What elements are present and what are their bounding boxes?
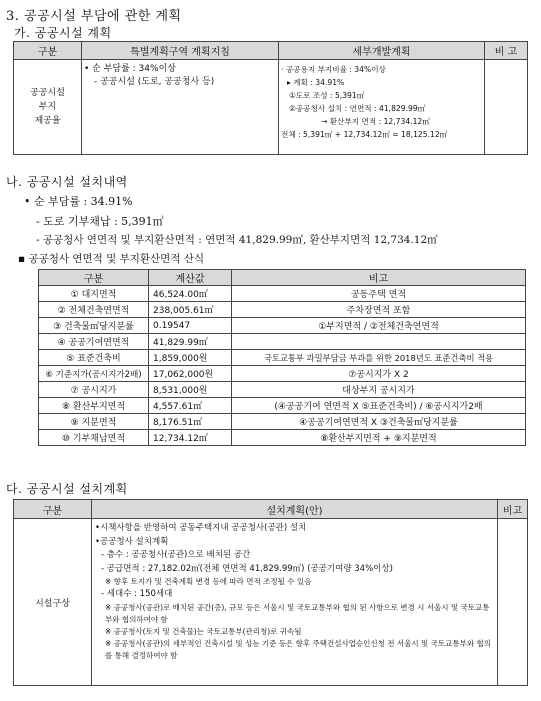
calc-note: ⑧환산부지면적 + ⑨지분면적 — [232, 430, 526, 446]
calc-note: 국토교통부 과밀부담금 부과를 위한 2018년도 표준건축비 적용 — [232, 350, 526, 366]
calc-value: 0.19547 — [149, 318, 232, 334]
table-row — [39, 318, 526, 334]
remark-cell — [485, 60, 528, 155]
section-ga-title: 가. 공공시설 계획 — [14, 26, 112, 40]
calc-label: ① 대지면적 — [39, 286, 149, 302]
table-row — [39, 414, 526, 430]
detail-line: ②공공청사 설치 : 연면적 : 41,829.99㎡ — [289, 104, 426, 113]
calc-label: ③ 건축물㎡당지분률 — [39, 318, 149, 334]
header-value: 계산값 — [149, 270, 232, 286]
road-donation: - 도로 기부채납 : 5,391㎡ — [36, 215, 164, 228]
plan-line: - 공급면적 : 27,182.02㎡(전체 연면적 41,829.99㎡) (공공기여량 34%이상) — [101, 563, 393, 574]
header-category: 구분 — [14, 500, 92, 519]
guideline-cell — [82, 60, 279, 155]
table-row — [39, 302, 526, 318]
plan-line: - 층수 : 공공청사(공관)으로 배치된 공간 — [101, 550, 251, 560]
row-label-line: 제공율 — [34, 116, 61, 126]
table-row — [39, 382, 526, 398]
plan-note: ※ 공공청사(토지 및 건축물)는 국토교통부(관리청)로 귀속됨 — [105, 626, 302, 636]
calc-title: ▪ 공공청사 연면적 및 부지환산면적 산식 — [18, 253, 205, 265]
calc-note — [232, 334, 526, 350]
calc-label: ⑩ 기부채납면적 — [39, 430, 149, 446]
header-plan: 설치계획(안) — [92, 500, 498, 519]
calc-value: 238,005.61㎡ — [149, 302, 232, 318]
header-remark: 비고 — [232, 270, 526, 286]
area-calculation-table — [38, 269, 526, 446]
header-remark: 비고 — [498, 500, 528, 519]
section-da-title: 다. 공공시설 설치계획 — [6, 482, 128, 496]
remark-cell — [498, 519, 528, 686]
row-label-line: 공공시설 — [30, 88, 65, 98]
table-row — [39, 286, 526, 302]
table-row — [39, 398, 526, 414]
calc-note: ④공공기여연면적 X ③건축물㎡당지분률 — [232, 414, 526, 430]
calc-note: ⑦공시지가 X 2 — [232, 366, 526, 382]
plan-note: ※ 공공청사(공관)로 배치된 공간(층), 규모 등은 서울시 및 국토교통부와 협의 된 사항으로 변경 시 서울시 및 국토교통부와 협의하여야 함 — [105, 602, 490, 624]
section-na-title: 나. 공공시설 설치내역 — [6, 175, 128, 189]
plan-line: •시책사항을 반영하여 공동주택지내 공공청사(공관) 설치 — [95, 523, 307, 533]
calc-label: ④ 공공기여연면적 — [39, 334, 149, 350]
guideline-line: - 공공시설 (도로, 공공청사 등) — [94, 77, 215, 87]
table-row — [39, 334, 526, 350]
calc-label: ② 전체건축연면적 — [39, 302, 149, 318]
guideline-line: • 순 부담률 : 34%이상 — [84, 64, 176, 74]
detail-line: ①도로 조성 : 5,391㎡ — [289, 91, 365, 100]
row-label — [14, 60, 82, 155]
header-guideline: 특별계획구역 계획지침 — [82, 42, 279, 60]
table-row — [39, 350, 526, 366]
calc-value: 1,859,000원 — [149, 350, 232, 366]
calc-label: ⑥ 기준지가(공시지가2배) — [39, 366, 149, 382]
detail-plan-cell — [279, 60, 485, 155]
plan-note: ※ 향후 토지가 및 건축계획 변경 등에 따라 면적 조정될 수 있음 — [105, 577, 312, 586]
net-burden-rate: • 순 부담률 : 34.91% — [24, 195, 133, 208]
plan-cell — [92, 519, 498, 686]
calc-value: 4,557.61㎡ — [149, 398, 232, 414]
calc-note: 주차장면적 포함 — [232, 302, 526, 318]
calc-label: ⑧ 환산부지면적 — [39, 398, 149, 414]
row-label-line: 부지 — [38, 102, 57, 112]
table-row — [14, 60, 528, 155]
office-area-line: - 공공청사 연면적 및 부지환산면적 : 연면적 41,829.99㎡, 환산부지면적 12,734.12㎡ — [36, 234, 438, 246]
calc-value: 12,734.12㎡ — [149, 430, 232, 446]
detail-line: 전체 : 5,391㎡ + 12,734.12㎡ = 18,125.12㎡ — [281, 130, 448, 139]
calc-label: ⑤ 표준건축비 — [39, 350, 149, 366]
calc-value: 17,062,000원 — [149, 366, 232, 382]
calc-note: 대상부지 공시지가 — [232, 382, 526, 398]
table-header-row — [39, 270, 526, 286]
table-header-row — [14, 500, 528, 519]
header-category: 구분 — [39, 270, 149, 286]
row-label: 시설구상 — [14, 519, 92, 686]
calc-note: ①부지면적 / ②전체건축연면적 — [232, 318, 526, 334]
calc-note: (④공공기여 연면적 X ⑤표준건축비) / ⑥공시지가2배 — [232, 398, 526, 414]
calc-label: ⑦ 공시지가 — [39, 382, 149, 398]
detail-line: → 환산부지 면적 : 12,734.12㎡ — [321, 117, 430, 126]
header-remark: 비 고 — [485, 42, 528, 60]
table-row — [39, 430, 526, 446]
calc-value: 8,531,000원 — [149, 382, 232, 398]
table-row — [14, 519, 528, 686]
header-category: 구분 — [14, 42, 82, 60]
calc-label: ⑨ 지분면적 — [39, 414, 149, 430]
plan-line: •공공청사 설치계획 — [95, 536, 169, 547]
header-detail-plan: 세부개발계획 — [279, 42, 485, 60]
detail-line: ▸ 계획 : 34.91% — [287, 78, 345, 87]
facility-installation-table — [13, 499, 528, 686]
calc-value: 8,176.51㎡ — [149, 414, 232, 430]
plan-line: - 세대수 : 150세대 — [101, 589, 173, 599]
calc-value: 41,829.99㎡ — [149, 334, 232, 350]
section-heading: 3. 공공시설 부담에 관한 계획 — [6, 9, 182, 24]
public-facility-plan-table — [13, 41, 528, 155]
table-row — [39, 366, 526, 382]
calc-note: 공동주택 면적 — [232, 286, 526, 302]
plan-note: ※ 공공청사(공관)의 세부적인 건축시설 및 성능 기준 등은 향후 주택건설사업승인신청 전 서울시 및 국토교통부와 협의를 통해 결정하여야 함 — [105, 638, 492, 660]
detail-line: · 공공용지 부지비율 : 34%이상 — [281, 65, 386, 74]
calc-value: 46,524.00㎡ — [149, 286, 232, 302]
table-header-row — [14, 42, 528, 60]
